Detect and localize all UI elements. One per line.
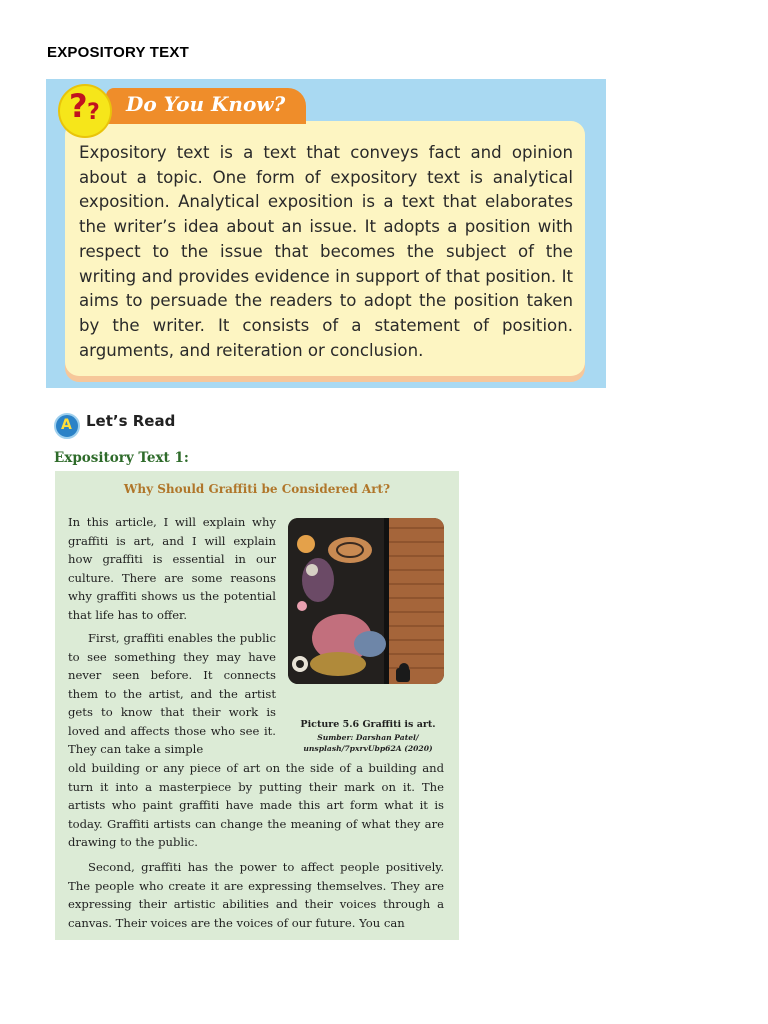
graffiti-photo xyxy=(288,518,444,684)
caption-title: Picture 5.6 Graffiti is art. xyxy=(300,719,436,730)
caption-source: Sumber: Darshan Patel/ unsplash/7pxrvUbp62A (2020) xyxy=(303,733,433,753)
expository-text-label: Expository Text 1: xyxy=(54,450,189,466)
do-you-know-body: Expository text is a text that conveys fact and opinion about a topic. One form of expository text is analytical exposition. Analytical exposition is a text that elaborates the writer’s idea about an issue. It adopts a position with respect to the issue that becomes the subject of the writing and provides evidence in support of that position. It aims to persuade the readers to adopt the position taken by the writer. It consists of a statement of position. arguments, and reiteration or conclusion. xyxy=(79,143,573,360)
article-title: Why Should Graffiti be Considered Art? xyxy=(123,482,391,496)
section-a-badge-icon xyxy=(54,413,80,439)
do-you-know-title: Do You Know? xyxy=(126,92,286,116)
article-paragraph-2-end: old building or any piece of art on the side of a building and turn it into a masterpiece by putting their mark on it. The artists who paint graffiti have made this art form what it is today. Graffiti artists can change the meaning of what they are drawing to the public. xyxy=(68,761,444,849)
article-paragraph-3: Second, graffiti has the power to affect people positively. The people who create it are expressing themselves. They are expressing their artistic abilities and their voices through a canvas. Their voices are the voices of our future. You can xyxy=(68,860,444,930)
section-letter: A xyxy=(61,417,72,433)
graffiti-illustration xyxy=(288,518,444,684)
article-panel xyxy=(55,471,459,940)
question-marks-icon: ? ? xyxy=(58,84,112,138)
article-paragraph-1: In this article, I will explain why graffiti is art, and I will explain how graffiti is essential in our culture. There are some reasons why graffiti shows us the potential that life has to offer. xyxy=(68,515,276,622)
article-paragraph-2-start: First, graffiti enables the public to see something they may have never seen before. It connects them to the artist, and the artist gets to know that their work is loved and affects those who see it. They can take a simple xyxy=(68,631,276,756)
page-heading: EXPOSITORY TEXT xyxy=(47,44,189,61)
lets-read-title: Let’s Read xyxy=(86,412,176,430)
photo-caption xyxy=(288,719,448,754)
do-you-know-box xyxy=(46,79,606,388)
